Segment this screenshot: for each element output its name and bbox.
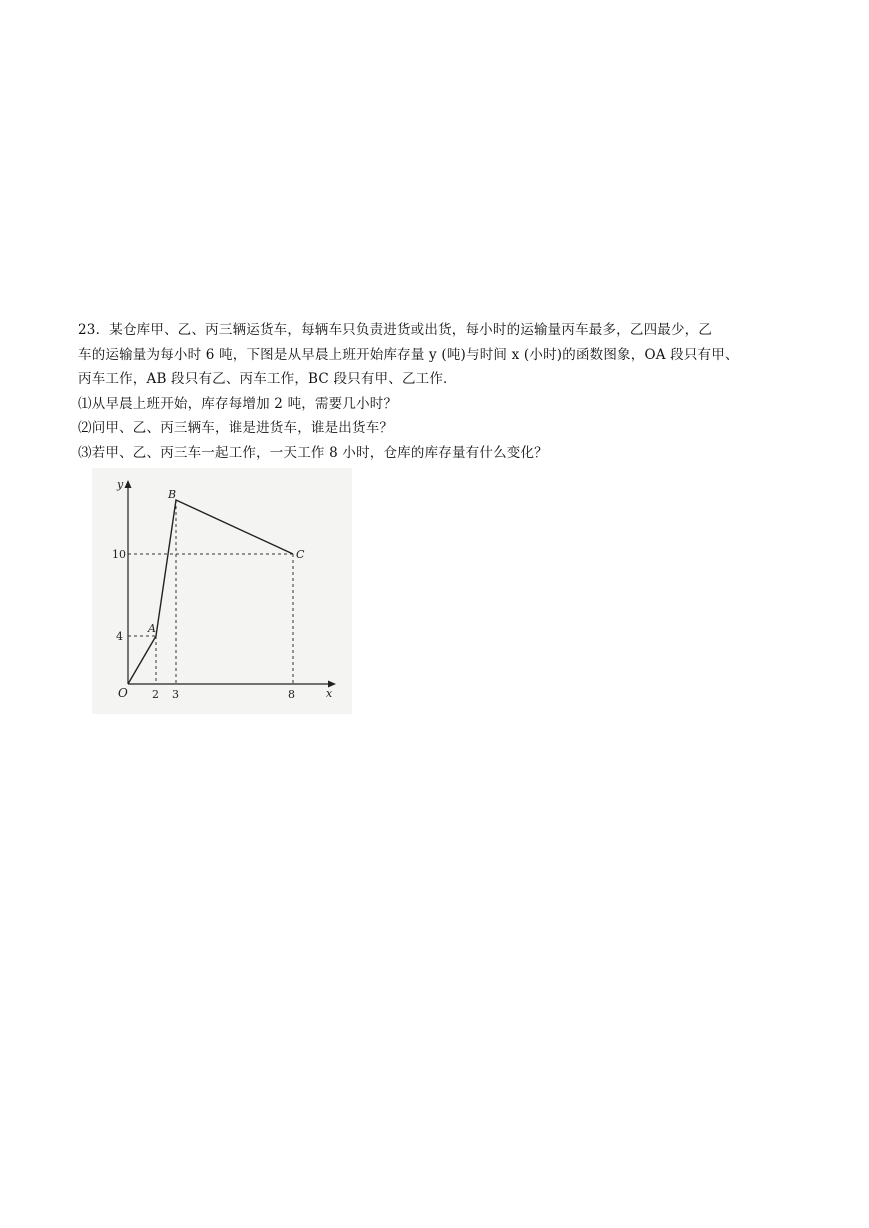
problem-line-3: 丙车工作，AB 段只有乙、丙车工作，BC 段只有甲、乙工作．	[78, 371, 457, 387]
x-axis-label: x	[326, 687, 333, 700]
x-tick-3: 3	[172, 688, 179, 701]
problem-line-1: 23．某仓库甲、乙、丙三辆运货车，每辆车只负责进货或出货，每小时的运输量丙车最多，乙四最少，乙	[78, 322, 713, 338]
x-tick-8: 8	[288, 688, 295, 701]
question-1: ⑴从早晨上班开始，库存每增加 2 吨，需要几小时？	[78, 395, 398, 412]
point-c-label: C	[296, 548, 305, 561]
function-graph-figure	[92, 468, 352, 714]
x-tick-2: 2	[152, 688, 159, 701]
question-3: ⑶若甲、乙、丙三车一起工作，一天工作 8 小时，仓库的库存量有什么变化？	[78, 444, 548, 461]
origin-label: O	[118, 686, 128, 700]
y-axis-arrow	[125, 480, 132, 488]
y-axis-label: y	[117, 478, 124, 491]
point-a-label: A	[148, 622, 156, 635]
segment-oabc	[128, 500, 293, 684]
problem-text	[78, 318, 798, 465]
y-tick-10: 10	[112, 548, 126, 561]
problem-line-2: 车的运输量为每小时 6 吨，下图是从早晨上班开始库存量 y (吨)与时间 x (小时)的函数图象，OA 段只有甲、	[78, 346, 739, 363]
question-2: ⑵问甲、乙、丙三辆车，谁是进货车，谁是出货车？	[78, 420, 394, 436]
point-b-label: B	[168, 488, 177, 501]
y-tick-4: 4	[116, 630, 123, 643]
function-graph	[92, 468, 352, 714]
